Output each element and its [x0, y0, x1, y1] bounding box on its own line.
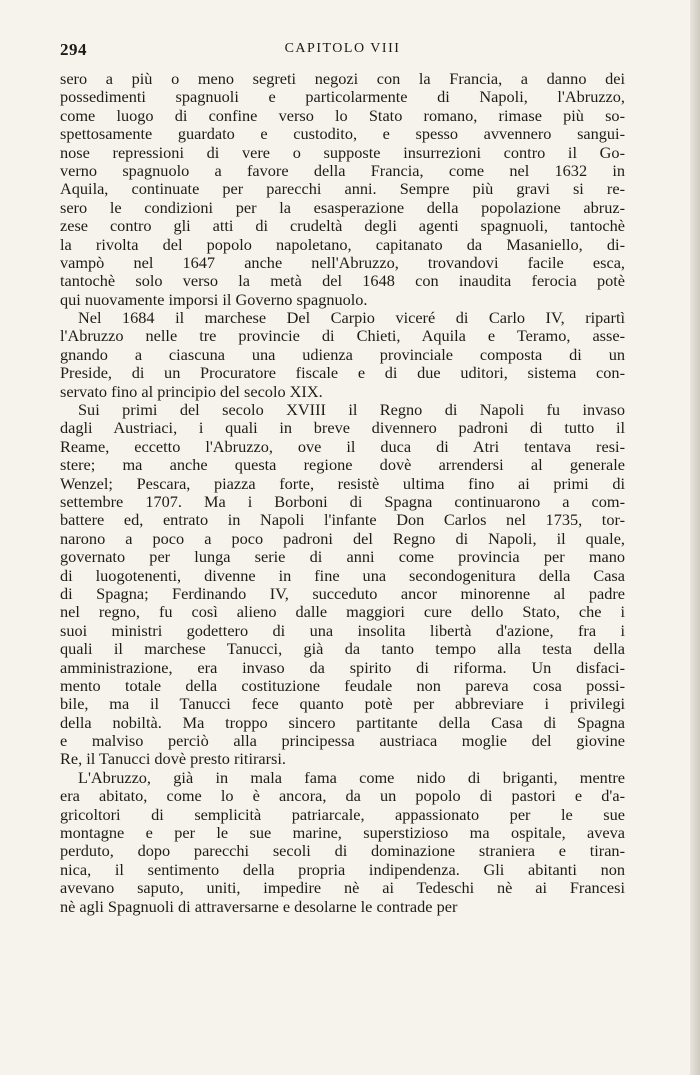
- text-line: tantochè solo verso la metà del 1648 con inaudita ferocia potè: [60, 272, 625, 291]
- paragraph: [60, 401, 625, 769]
- text-line: narono a poco a poco padroni del Regno di Napoli, il quale,: [60, 529, 625, 548]
- text-line: stere; ma anche questa regione dovè arrendersi al generale: [60, 456, 625, 475]
- text-line: sero le condizioni per la esasperazione della popolazione abruz-: [60, 198, 625, 217]
- text-line: governato per lunga serie di anni come provincia per mano: [60, 548, 625, 567]
- page-spine-shadow: [690, 0, 700, 1075]
- text-line: perduto, dopo parecchi secoli di dominazione straniera e tiran-: [60, 842, 625, 861]
- page-number: 294: [60, 40, 87, 59]
- text-line: Sui primi del secolo XVIII il Regno di Napoli fu invaso: [78, 401, 625, 420]
- text-line: suoi ministri godettero di una insolita libertà d'azione, fra i: [60, 621, 625, 640]
- text-line: quali il marchese Tanucci, già da tanto tempo alla testa della: [60, 640, 625, 659]
- paragraph: [60, 769, 625, 916]
- text-line: mento totale della costituzione feudale non pareva cosa possi-: [60, 676, 625, 695]
- text-line: Preside, di un Procuratore fiscale e di due uditori, sistema con-: [60, 364, 625, 383]
- text-line: sero a più o meno segreti negozi con la Francia, a danno dei: [60, 70, 625, 88]
- text-line: dagli Austriaci, i quali in breve divennero padroni di tutto il: [60, 419, 625, 438]
- text-line: di luogotenenti, divenne in fine una secondogenitura della Casa: [60, 566, 625, 585]
- text-line: zese contro gli atti di crudeltà degli agenti spagnuoli, tantochè: [60, 217, 625, 236]
- body-text: [60, 70, 625, 916]
- text-line: Nel 1684 il marchese Del Carpio viceré di Carlo IV, ripartì: [78, 309, 625, 328]
- text-line: settembre 1707. Ma i Borboni di Spagna continuarono a com-: [60, 492, 625, 511]
- page-header: [60, 40, 625, 60]
- text-line: nè agli Spagnuoli di attraversarne e desolarne le contrade per: [60, 897, 458, 916]
- text-line: avevano saputo, uniti, impedire nè ai Tedeschi nè ai Francesi: [60, 879, 625, 898]
- paragraph: [60, 70, 625, 309]
- text-line: spettosamente guardato e custodito, e spesso avvennero sangui-: [60, 125, 625, 144]
- text-line: possedimenti spagnuoli e particolarmente di Napoli, l'Abruzzo,: [60, 88, 625, 107]
- text-line: come luogo di confine verso lo Stato romano, rimase più so-: [60, 106, 625, 125]
- text-line: la rivolta del popolo napoletano, capitanato da Masaniello, di-: [60, 235, 625, 254]
- text-line: verno spagnuolo a favore della Francia, come nel 1632 in: [60, 161, 625, 180]
- text-line: nose repressioni di vere o supposte insurrezioni contro il Go-: [60, 143, 625, 162]
- text-line: servato fino al principio del secolo XIX.: [60, 382, 323, 401]
- text-line: L'Abruzzo, già in mala fama come nido di briganti, mentre: [78, 768, 625, 787]
- text-line: gricoltori di semplicità patriarcale, appassionato per le sue: [60, 805, 625, 824]
- text-line: Aquila, continuate per parecchi anni. Sempre più gravi si re-: [60, 180, 625, 199]
- text-line: nel regno, fu così alieno dalle maggiori cure dello Stato, che i: [60, 603, 625, 622]
- text-line: Wenzel; Pescara, piazza forte, resistè ultima fino ai primi di: [60, 474, 625, 493]
- text-line: Re, il Tanucci dovè presto ritirarsi.: [60, 750, 286, 769]
- text-line: qui nuovamente imporsi il Governo spagnuolo.: [60, 290, 368, 309]
- text-line: e malviso perciò alla principessa austriaca moglie del giovine: [60, 732, 625, 751]
- text-line: nica, il sentimento della propria indipendenza. Gli abitanti non: [60, 860, 625, 879]
- text-line: gnando a ciascuna una udienza provinciale composta di un: [60, 345, 625, 364]
- text-line: era abitato, come lo è ancora, da un popolo di pastori e d'a-: [60, 787, 625, 806]
- text-line: battere ed, entrato in Napoli l'infante Don Carlos nel 1735, tor-: [60, 511, 625, 530]
- text-line: l'Abruzzo nelle tre provincie di Chieti, Aquila e Teramo, asse-: [60, 327, 625, 346]
- text-line: della nobiltà. Ma troppo sincero partitante della Casa di Spagna: [60, 713, 625, 732]
- text-line: di Spagna; Ferdinando IV, succeduto ancor minorenne al padre: [60, 584, 625, 603]
- text-line: bile, ma il Tanucci fece quanto potè per abbreviare i privilegi: [60, 695, 625, 714]
- text-line: amministrazione, era invaso da spirito di riforma. Un disfaci-: [60, 658, 625, 677]
- paragraph: [60, 309, 625, 401]
- text-line: Reame, eccetto l'Abruzzo, ove il duca di Atri tentava resi-: [60, 437, 625, 456]
- text-line: vampò nel 1647 anche nell'Abruzzo, trovandovi facile esca,: [60, 253, 625, 272]
- running-title: CAPITOLO VIII: [284, 41, 401, 56]
- text-line: montagne e per le sue marine, superstizioso ma ospitale, aveva: [60, 824, 625, 843]
